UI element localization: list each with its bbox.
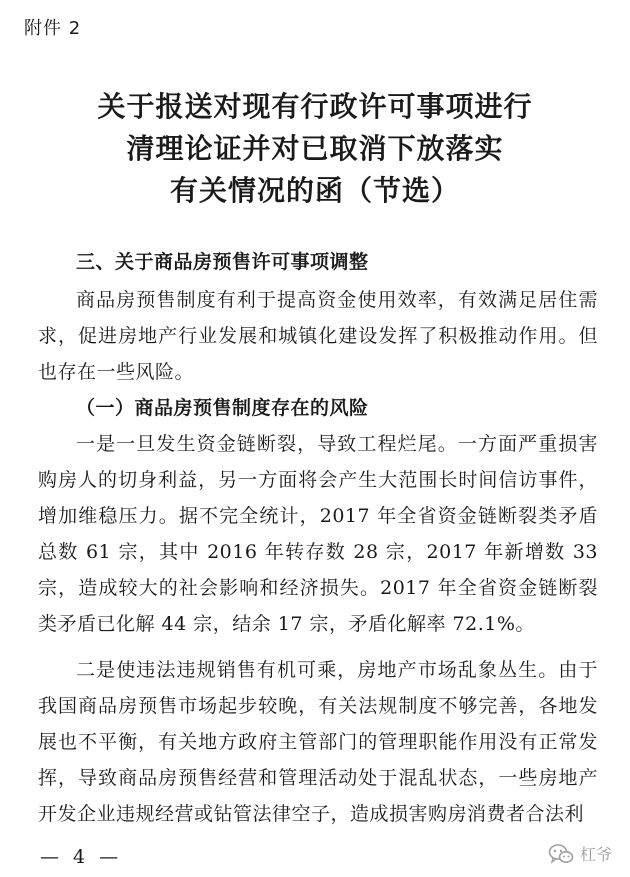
wechat-icon bbox=[548, 843, 574, 865]
sub-heading: （一）商品房预售制度存在的风险 bbox=[76, 397, 369, 419]
page-number: — 4 — bbox=[40, 846, 123, 868]
title-line-3: 有关情况的函（节选） bbox=[169, 174, 460, 207]
attachment-label: 附件 2 bbox=[24, 18, 82, 39]
section-heading: 三、关于商品房预售许可事项调整 bbox=[76, 251, 369, 273]
watermark-text: 杠爷 bbox=[579, 845, 612, 864]
paragraph-risk-1: 一是一旦发生资金链断裂，导致工程烂尾。一方面严重损害购房人的切身利益，另一方面将会产生大范围长时间信访事件，增加维稳压力。据不完全统计，2017 年全省资金链断裂类矛盾总数 61 宗，其中 2016 年转存数 28 宗，2017 年新增数 33 宗，造成较大的社会影响和经济损失。2017 年全省资金链断裂类矛盾已化解 44 宗，结余 17 宗，矛盾化解率 72.1%。 bbox=[38, 433, 598, 635]
title-line-1: 关于报送对现有行政许可事项进行 bbox=[97, 90, 533, 123]
document-body bbox=[38, 244, 598, 832]
watermark bbox=[548, 842, 612, 865]
document-title bbox=[0, 86, 630, 212]
title-line-2: 清理论证并对已取消下放落实 bbox=[126, 132, 504, 165]
intro-paragraph: 商品房预售制度有利于提高资金使用效率，有效满足居住需求，促进房地产行业发展和城镇化建设发挥了积极推动作用。但也存在一些风险。 bbox=[38, 289, 598, 383]
paragraph-risk-2: 二是使违法违规销售有机可乘，房地产市场乱象丛生。由于我国商品房预售市场起步较晚，有关法规制度不够完善，各地发展也不平衡，有关地方政府主管部门的管理职能作用没有正常发挥，导致商品房预售经营和管理活动处于混乱状态，一些房地产开发企业违规经营或钻管法律空子，造成损害购房消费者合法利 bbox=[38, 659, 598, 825]
